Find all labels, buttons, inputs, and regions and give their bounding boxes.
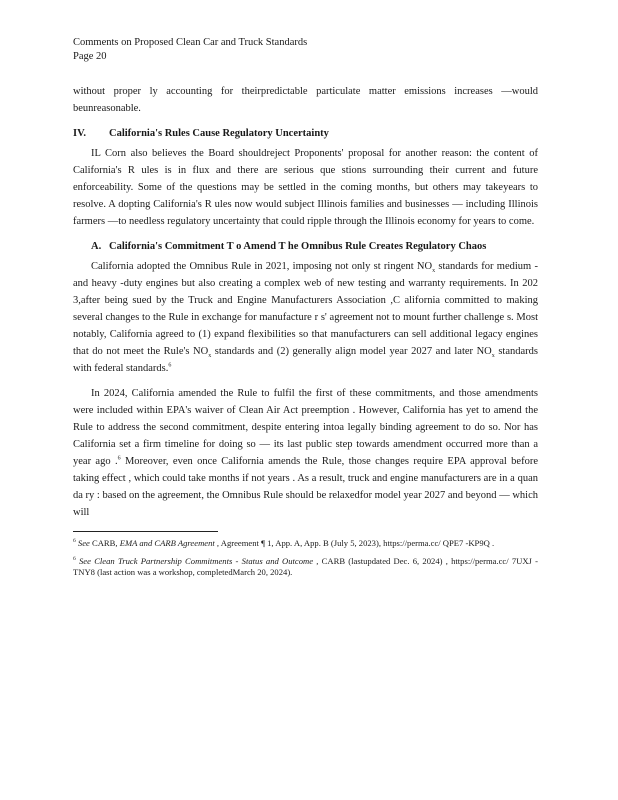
header-title: Comments on Proposed Clean Car and Truck Standards [73,37,308,48]
footnote-italic: EMA and CARB Agreement [119,538,215,548]
subscript-x: x [491,353,495,360]
footnote-text[interactable]: , CARB (lastupdated Dec. 6, 2024) , https://perma.cc/ 7UXJ -TNY8 (last action was a workshop, completedMarch 20, 2024). [73,556,538,577]
section-a-paragraph-1 [73,258,538,377]
footnote-see: See [77,538,90,548]
footnote-text[interactable]: , Agreement ¶ 1, App. A, App. B (July 5, 2023), https://perma.cc/ QPE7 -KP9Q . [214,538,495,548]
running-header [73,36,538,64]
section-a-heading [73,238,538,255]
footnote-divider [73,531,218,532]
carry-over-paragraph: without proper ly accounting for theirpredictable particulate matter emissions increases —would beunreasonable. [73,86,538,114]
footnote-italic: Clean Truck Partnership Commitments - Status and Outcome [94,556,314,566]
section-a-title: California's Commitment T o Amend T he Omnibus Rule Creates Regulatory Chaos [109,241,487,252]
footnote-text: CARB, [89,538,120,548]
para-text: standards and (2) generally align model year 2027 and later NO [211,346,492,357]
section-a-letter: A. [91,241,102,252]
footnote-ref[interactable]: 6 [117,455,121,462]
subscript-x: x [208,353,212,360]
footnote-see: See [79,556,91,566]
footnote-mark: 6 [73,556,76,563]
footnote-1 [73,538,538,549]
document-page [73,36,538,585]
section-iv-paragraph: IL Corn also believes the Board shouldreject Proponents' proposal for another reason: the content of California's R ules is in flux and there are serious que stions surrounding their current and future enforceability. Some of the questions may be settled in the coming months, but others may takeyears to resolve. A dopting California's R ules now would subject Illinois families and businesses — including Illinois farmers —to needless regulatory uncertainty that could ripple through the Illinois economy for years to come. [73,148,538,227]
header-page-number: Page 20 [73,51,107,62]
section-iv-number: IV. [73,128,86,139]
footnote-ref[interactable]: 6 [168,362,172,369]
para-text: standards for medium - and heavy -duty engines but also creating a complex web of new testing and warranty requirements. In 202 3,after being sued by the Truck and Engine Manufacturers Association ,C alifornia committed to making several changes to the Rule in exchange for manufacture r s' agreement not to mount further challenge s. Most notably, California agreed to (1) expand flexibilities so that manufacturers can sell additional legacy engines that do not meet the Rule's NO [73,261,538,357]
para-text: In 2024, California amended the Rule to fulfil the first of these commitments, and those amendments were included within EPA's waiver of Clean Air Act preemption . However, California has yet to amend the Rule to address the second commitment, despite entering intoa legally binding agreement to do so. Nor has California set a firm timeline for doing so — its last public step towards amendment occurred more than a year ago . [73,388,538,467]
subscript-x: x [432,268,436,275]
para-text: standards with federal standards. [73,346,538,374]
footnote-mark: 6 [73,538,76,545]
section-a-paragraph-2 [73,385,538,521]
section-iv-title: California's Rules Cause Regulatory Uncertainty [109,128,329,139]
section-iv-heading [73,125,538,142]
para-text: California adopted the Omnibus Rule in 2021, imposing not only st ringent NO [91,261,433,272]
para-text: Moreover, even once California amends the Rule, those changes require EPA approval before taking effect , which could take months if not years . As a result, truck and engine manufacturers are in a quan da ry : based on the agreement, the Omnibus Rule should be relaxedfor model year 2027 and beyond — which will [73,456,538,518]
footnote-2 [73,556,538,578]
